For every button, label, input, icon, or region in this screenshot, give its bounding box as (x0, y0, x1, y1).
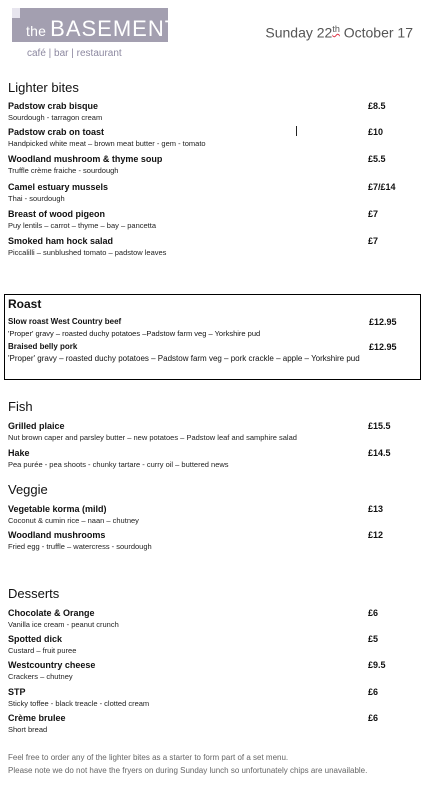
item-price: £7/£14 (368, 182, 396, 192)
item-price: £6 (368, 713, 379, 723)
item-price: £6 (368, 687, 379, 697)
menu-item (8, 209, 429, 230)
item-description: Sticky toffee - black treacle - clotted cream (8, 699, 150, 708)
date-month-year: October 17 (343, 24, 413, 41)
menu-item (8, 660, 429, 681)
item-name: Hake (8, 448, 30, 458)
item-name: Crème brulee (8, 713, 66, 723)
item-name: Grilled plaice (8, 421, 65, 431)
item-description: 'Proper' gravy – roasted duchy potatoes – Padstow farm veg – pork crackle – apple – Yorkshire pud (8, 354, 360, 363)
menu-item (8, 317, 416, 338)
date-suffix-ordinal: th (332, 24, 340, 34)
item-name: Vegetable korma (mild) (8, 504, 107, 514)
item-description: Handpicked white meat – brown meat butter - gem - tomato (8, 139, 206, 148)
menu-item (8, 687, 429, 708)
item-description: Pea purée - pea shoots - chunky tartare - curry oil – buttered news (8, 460, 229, 469)
menu-item (8, 504, 429, 525)
item-price: £6 (368, 608, 379, 618)
item-description: Truffle crème fraiche - sourdough (8, 166, 119, 175)
menu-item (8, 236, 429, 257)
menu-item (8, 448, 429, 469)
item-price: £12 (368, 530, 384, 540)
section-title-veggie: Veggie (8, 482, 48, 497)
logo-big-text: BASEMENT (50, 16, 180, 41)
logo-text (26, 16, 179, 42)
section-title-roast: Roast (8, 297, 42, 311)
item-name: Padstow crab bisque (8, 101, 99, 111)
item-price: £12.95 (369, 317, 397, 327)
section-title-lighter-bites: Lighter bites (8, 80, 79, 95)
text-cursor (296, 126, 297, 136)
logo (12, 8, 180, 42)
item-price: £10 (368, 127, 384, 137)
item-price: £15.5 (368, 421, 391, 431)
item-name: Smoked ham hock salad (8, 236, 114, 246)
item-description: 'Proper' gravy – roasted duchy potatoes –Padstow farm veg – Yorkshire pud (8, 329, 261, 338)
date-prefix: Sunday 22 (265, 24, 333, 41)
item-name: Spotted dick (8, 634, 63, 644)
item-description: Puy lentils – carrot – thyme – bay – pancetta (8, 221, 156, 230)
item-name: STP (8, 687, 26, 697)
menu-date (265, 24, 413, 41)
footer-note-fryers: Please note we do not have the fryers on during Sunday lunch so unfortunately chips are unavailable. (8, 766, 368, 775)
item-price: £12.95 (369, 342, 397, 352)
menu-item (8, 713, 429, 734)
item-description: Crackers – chutney (8, 672, 73, 681)
roast-section (4, 294, 421, 380)
item-name: Braised belly pork (8, 342, 78, 351)
item-name: Chocolate & Orange (8, 608, 95, 618)
logo-subtitle: café | bar | restaurant (27, 48, 122, 59)
item-name: Breast of wood pigeon (8, 209, 106, 219)
section-title-desserts: Desserts (8, 586, 60, 601)
item-price: £7 (368, 236, 379, 246)
item-description: Custard – fruit puree (8, 646, 77, 655)
menu-item (8, 342, 416, 363)
logo-small-text: the (26, 23, 47, 39)
item-description: Coconut & cumin rice – naan – chutney (8, 516, 139, 525)
logo-square (12, 8, 20, 18)
item-description: Short bread (8, 725, 48, 734)
menu-item (8, 154, 429, 175)
item-name: Padstow crab on toast (8, 127, 105, 137)
menu-item (8, 634, 429, 655)
item-price: £14.5 (368, 448, 391, 458)
item-price: £7 (368, 209, 379, 219)
footer-note-set-menu: Feel free to order any of the lighter bites as a starter to form part of a set menu. (8, 753, 289, 762)
item-description: Sourdough - tarragon cream (8, 113, 103, 122)
item-name: Westcountry cheese (8, 660, 96, 670)
item-price: £13 (368, 504, 384, 514)
menu-item (8, 182, 429, 203)
menu-item (8, 101, 429, 122)
item-description: Fried egg - truffle – watercress - sourdough (8, 542, 152, 551)
item-price: £8.5 (368, 101, 386, 111)
menu-item (8, 421, 429, 442)
item-name: Slow roast West Country beef (8, 317, 122, 326)
item-description: Thai - sourdough (8, 194, 65, 203)
item-description: Nut brown caper and parsley butter – new potatoes – Padstow leaf and samphire salad (8, 433, 297, 442)
menu-item (8, 530, 429, 551)
section-title-fish: Fish (8, 399, 33, 414)
menu-item (8, 608, 429, 629)
item-description: Vanilla ice cream - peanut crunch (8, 620, 119, 629)
menu-item (8, 127, 429, 148)
item-name: Woodland mushroom & thyme soup (8, 154, 163, 164)
item-price: £5 (368, 634, 379, 644)
item-name: Woodland mushrooms (8, 530, 106, 540)
item-name: Camel estuary mussels (8, 182, 109, 192)
item-description: Piccalilli – sunblushed tomato – padstow leaves (8, 248, 167, 257)
item-price: £9.5 (368, 660, 386, 670)
item-price: £5.5 (368, 154, 386, 164)
